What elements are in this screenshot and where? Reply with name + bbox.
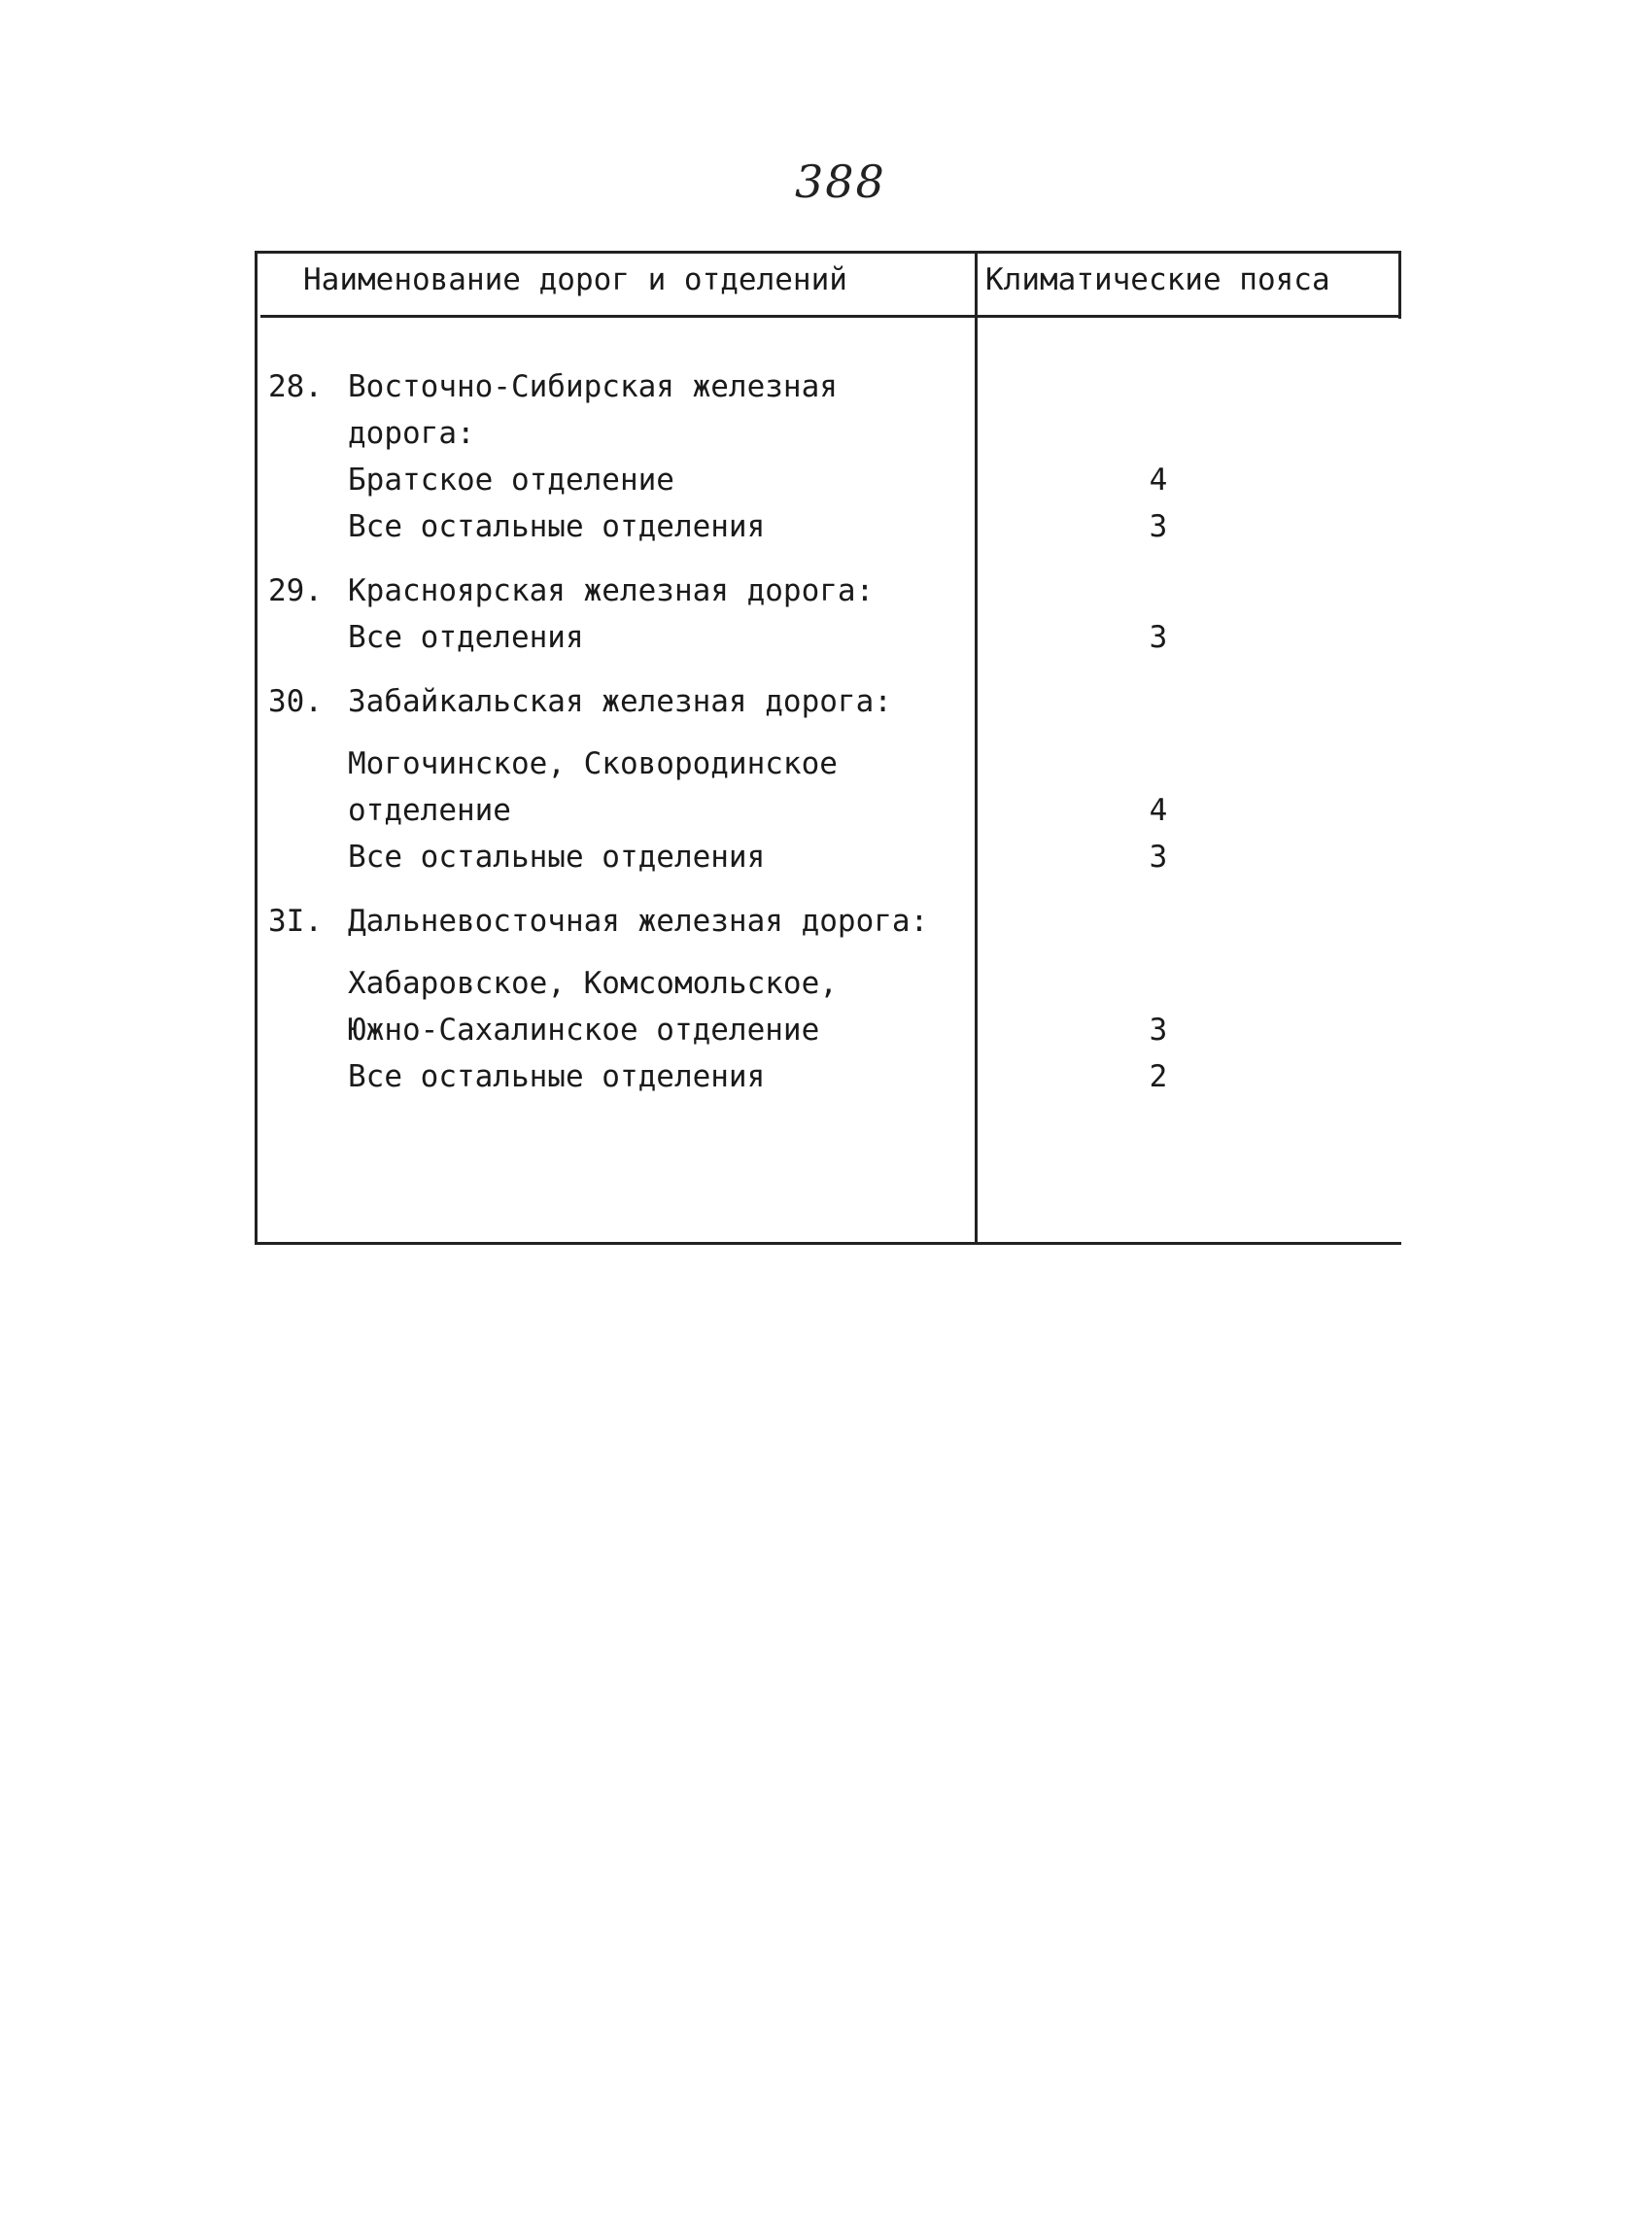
section-title: дорога: [348, 416, 475, 451]
row-name: Все отделения [348, 620, 584, 655]
table-column-divider [975, 251, 978, 1245]
row-zone: 2 [1149, 1059, 1168, 1094]
section-title: Красноярская железная дорога: [348, 573, 875, 608]
table-top-rule [255, 251, 1401, 254]
section-title: Дальневосточная железная дорога: [348, 904, 929, 939]
table-right-rule [1398, 251, 1401, 319]
climate-zones-table [255, 251, 1401, 1244]
header-climate-zone: Климатические пояса [985, 262, 1330, 297]
row-zone: 4 [1149, 463, 1168, 498]
page-number: 388 [795, 155, 886, 208]
row-zone: 3 [1149, 509, 1168, 544]
section-title: Забайкальская железная дорога: [348, 684, 892, 719]
row-name: Хабаровское, Комсомольское, [348, 966, 838, 1001]
table-bottom-rule [255, 1242, 1401, 1245]
row-name: Могочинское, Сковородинское [348, 746, 838, 781]
row-zone: 3 [1149, 840, 1168, 875]
row-name: отделение [348, 793, 511, 828]
row-name: Южно-Сахалинское отделение [348, 1013, 820, 1048]
section-number: 30. [268, 684, 323, 719]
row-name: Все остальные отделения [348, 1059, 766, 1094]
row-zone: 3 [1149, 1013, 1168, 1048]
header-road-name: Наименование дорог и отделений [303, 262, 847, 297]
section-number: 28. [268, 369, 323, 404]
row-zone: 4 [1149, 793, 1168, 828]
row-name: Братское отделение [348, 463, 674, 498]
section-number: 29. [268, 573, 323, 608]
section-number: 3I. [268, 904, 323, 939]
row-name: Все остальные отделения [348, 509, 766, 544]
row-zone: 3 [1149, 620, 1168, 655]
table-left-rule [255, 251, 258, 1245]
section-title: Восточно-Сибирская железная [348, 369, 838, 404]
row-name: Все остальные отделения [348, 840, 766, 875]
table-header-rule [260, 315, 1401, 318]
